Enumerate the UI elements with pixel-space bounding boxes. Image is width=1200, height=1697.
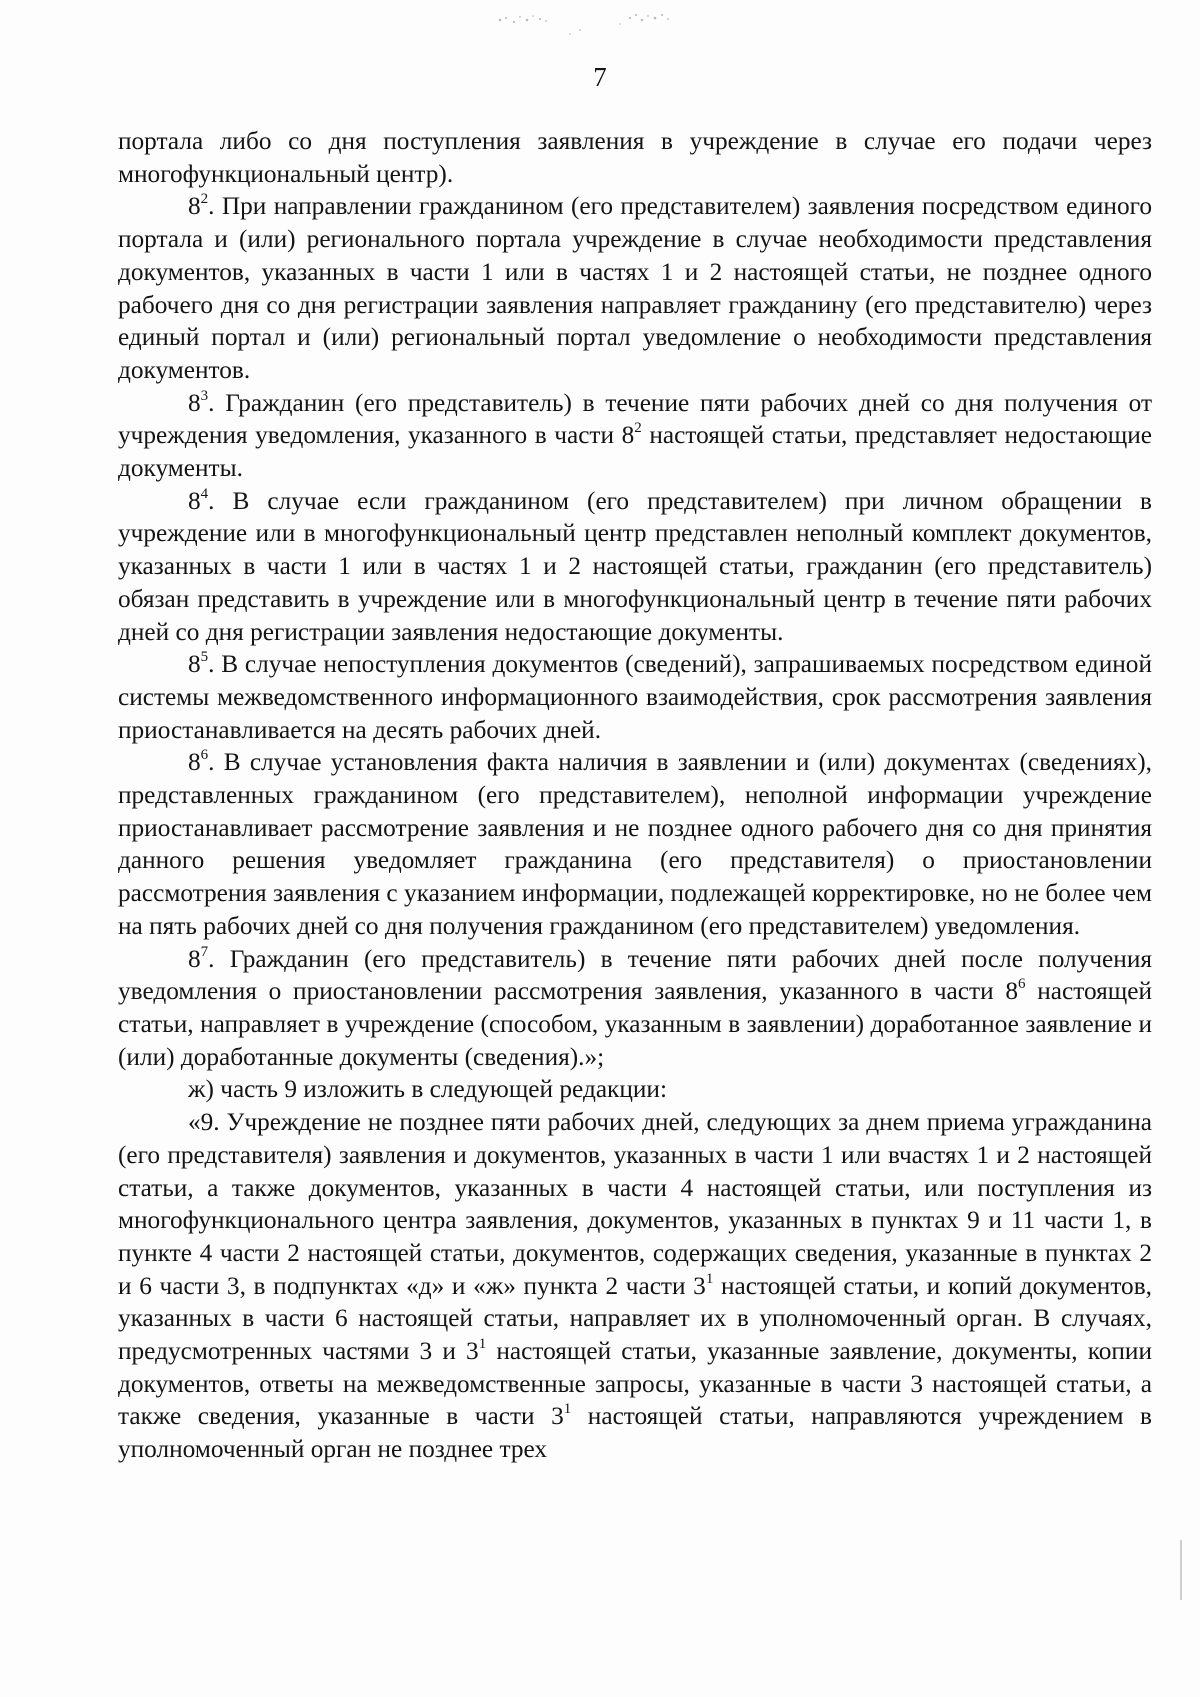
paragraph-p8-6 <box>118 746 1152 942</box>
superscript: 7 <box>200 943 209 960</box>
scan-edge-line <box>1180 1540 1182 1600</box>
text-run: настоящей статьи, направляются учреждением в уполномоченный орган не позднее трех <box>118 1402 1152 1464</box>
text-run: настоящей статьи, направляет в учреждение (способом, указанным в заявлении) доработанное заявление и (или) доработанные документы (сведения).»; <box>118 977 1152 1071</box>
paragraph-p-zh <box>118 1073 1152 1106</box>
text-run: . При направлении гражданином (его представителем) заявления посредством единого портала и (или) регионального портала учреждение в случае необходимости представления документов, указанных в части 1 или в частях 1 и 2 настоящей статьи, не позднее одного рабочего дня со дня регистрации заявления направляет гражданину (его представителю) через единый портал и (или) региональный портал уведомление о необходимости представления документов. <box>118 192 1152 384</box>
superscript: 5 <box>200 649 209 666</box>
superscript: 2 <box>200 191 209 208</box>
text-run: 8 <box>188 748 201 777</box>
superscript: 6 <box>1018 976 1026 993</box>
paragraph-p9 <box>118 1106 1152 1466</box>
text-run: . В случае непоступления документов (сведений), запрашиваемых посредством единой системы межведомственного информационного взаимодействия, срок рассмотрения заявления приостанавливается на десять рабочих дней. <box>118 650 1152 744</box>
paragraph-p8-2 <box>118 190 1152 386</box>
paragraph-p8-7 <box>118 943 1152 1074</box>
text-run: . Гражданин (его представитель) в течение пяти рабочих дней после получения уведомления о приостановлении рассмотрения заявления, указанного в части 8 <box>118 944 1152 1006</box>
paragraph-p0 <box>118 125 1152 190</box>
text-run: 8 <box>188 486 201 515</box>
text-run: 8 <box>188 650 201 679</box>
text-run: . В случае если гражданином (его представителем) при личном обращении в учреждение или в многофункциональный центр представлен неполный комплект документов, указанных в части 1 или в частях 1 и 2 настоящей статьи, гражданин (его представитель) обязан представить в учреждение или в многофункциональный центр в течение пяти рабочих дней со дня регистрации заявления недостающие документы. <box>118 486 1152 646</box>
text-run: 8 <box>188 192 201 221</box>
text-run: ж) часть 9 изложить в следующей редакции: <box>188 1075 667 1104</box>
text-run: . В случае установления факта наличия в заявлении и (или) документах (сведениях), представленных гражданином (его представителем), неполной информации учреждение приостанавливает рассмотрение заявления и не позднее одного рабочего дня со дня принятия данного решения уведомляет гражданина (его представителя) о приостановлении рассмотрения заявления с указанием информации, подлежащей корректировке, но не более чем на пять рабочих дней со дня получения гражданином (его представителем) уведомления. <box>118 748 1152 940</box>
text-run: . Гражданин (его представитель) в течение пяти рабочих дней со дня получения от учреждения уведомления, указанного в части 8 <box>118 388 1152 450</box>
text-run: «9. Учреждение не позднее пяти рабочих дней, следующих за днем приема угражданина (его представителя) заявления и документов, указанных в части 1 или вчастях 1 и 2 настоящей статьи, а также документов, указанных в части 4 настоящей статьи, или поступления из многофункционального центра заявления, документов, указанных в пунктах 9 и 11 части 1, в пункте 4 части 2 настоящей статьи, документов, содержащих сведения, указанные в пунктах 2 и 6 части 3, в подпунктах «д» и «ж» пункта 2 части 3 <box>118 1108 1152 1300</box>
document-body <box>118 125 1152 1466</box>
text-run: настоящей статьи, и копий документов, указанных в части 6 настоящей статьи, направляет их в уполномоченный орган. В случаях, предусмотренных частями 3 и 3 <box>118 1271 1152 1366</box>
superscript: 4 <box>200 485 209 502</box>
text-run: настоящей статьи, представляет недостающие документы. <box>118 421 1152 483</box>
paragraph-p8-5 <box>118 648 1152 746</box>
text-run: 8 <box>188 944 201 973</box>
scan-artifact-icon <box>480 6 720 40</box>
superscript: 3 <box>200 387 209 404</box>
superscript: 6 <box>200 747 209 764</box>
text-run: портала либо со дня поступления заявления в учреждение в случае его подачи через многофункциональный центр). <box>118 127 1152 188</box>
text-run: настоящей статьи, указанные заявление, документы, копии документов, ответы на межведомственные запросы, указанные в части 3 настоящей статьи, а также сведения, указанные в части 3 <box>118 1337 1152 1431</box>
page-number: 7 <box>593 62 607 92</box>
superscript: 2 <box>634 420 642 437</box>
superscript: 1 <box>705 1270 714 1287</box>
paragraph-p8-3 <box>118 387 1152 485</box>
superscript: 1 <box>563 1401 572 1418</box>
superscript: 1 <box>478 1336 487 1353</box>
text-run: 8 <box>188 388 201 417</box>
paragraph-p8-4 <box>118 485 1152 649</box>
